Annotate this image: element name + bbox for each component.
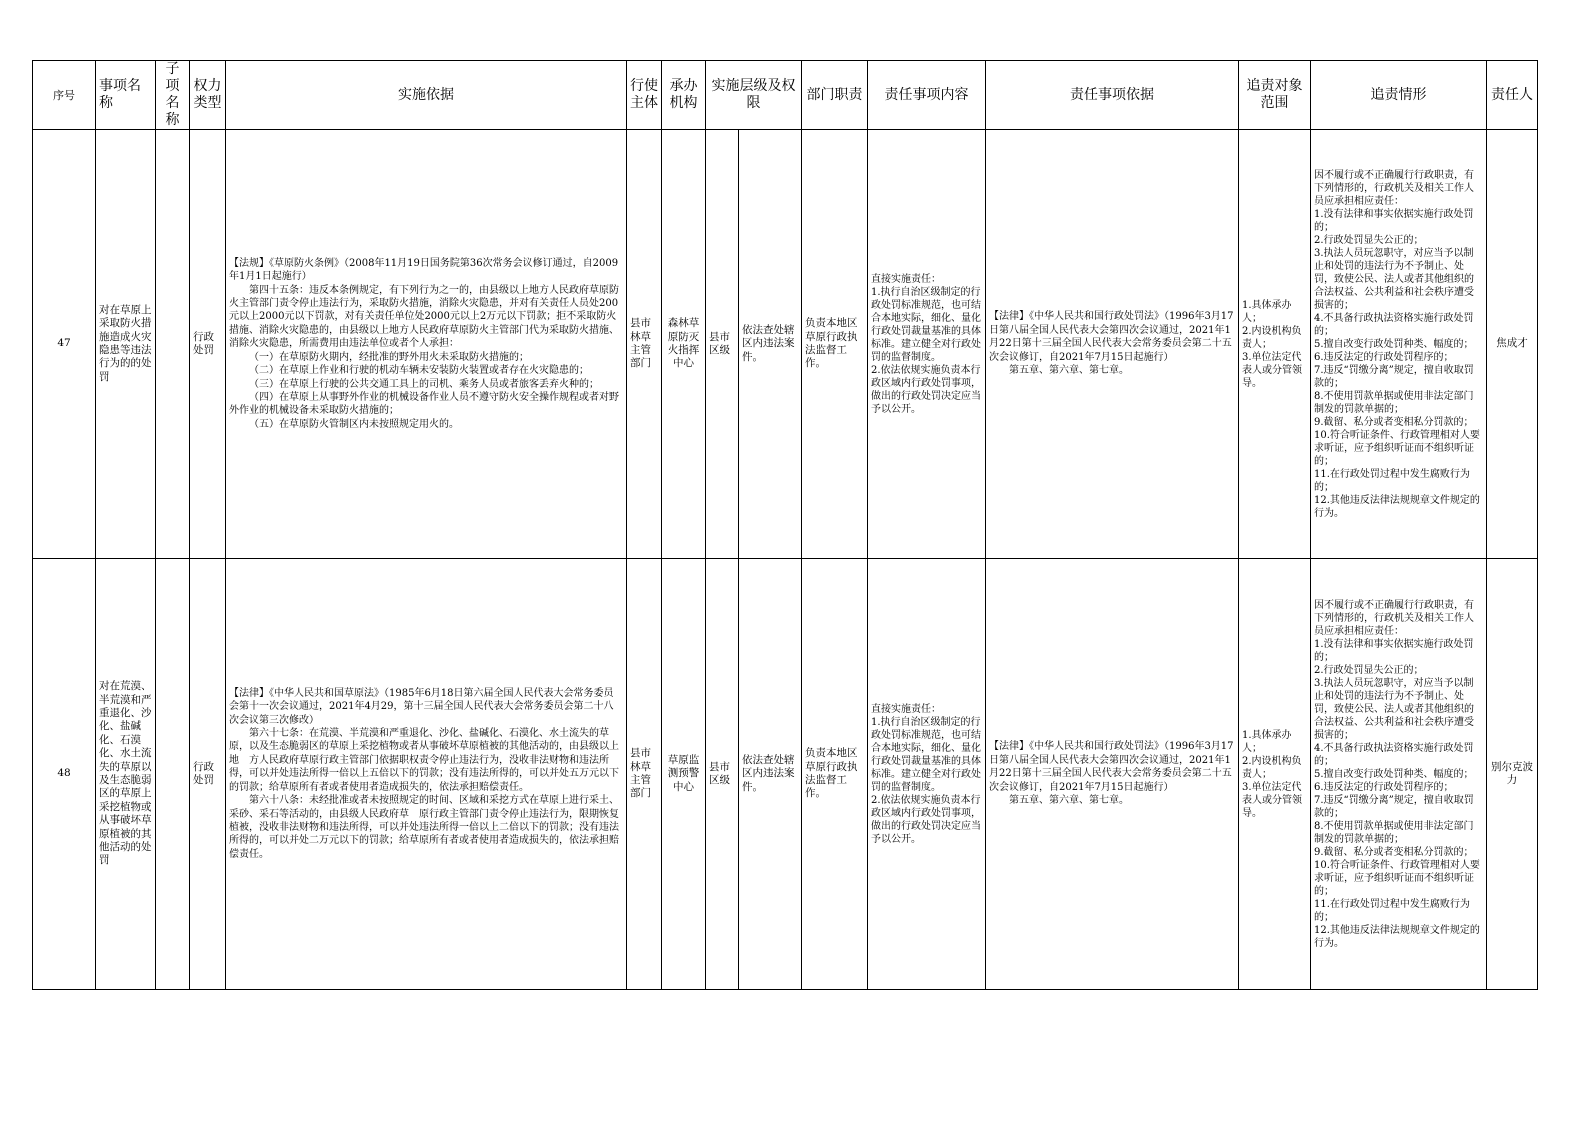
table-row xyxy=(33,559,1538,990)
header-resp-basis: 责任事项依据 xyxy=(986,61,1239,130)
cell-basis xyxy=(226,559,627,990)
basis-line: 【法规】《草原防火条例》（2008年11月19日国务院第36次常务会议修订通过，自2009年1月1日起施行） xyxy=(229,257,619,283)
scope-line: 2.内设机构负责人； xyxy=(1242,325,1302,350)
accountability-table xyxy=(32,60,1538,990)
table-row xyxy=(33,130,1538,559)
cell-undertaker: 草原监测预警中心 xyxy=(662,559,706,990)
cell-power-type: 行政处罚 xyxy=(190,559,226,990)
case-line: 8.不使用罚款单据或使用非法定部门制发的罚款单据的； xyxy=(1314,820,1474,845)
case-line: 2.行政处罚显失公正的； xyxy=(1314,664,1424,676)
case-line: 10.符合听证条件、行政管理相对人要求听证，应予组织听证而不组织听证的； xyxy=(1314,859,1480,897)
cell-seq: 47 xyxy=(33,130,96,559)
scope-line: 2.内设机构负责人； xyxy=(1242,755,1302,780)
cell-subject: 县市林草主管部门 xyxy=(627,130,662,559)
cell-sub-item xyxy=(156,559,190,990)
cell-dept-duty: 负责本地区草原行政执法监督工作。 xyxy=(802,559,868,990)
case-line: 3.执法人员玩忽职守，对应当予以制止和处罚的违法行为不予制止、处罚，致使公民、法人或者其他组织的合法权益、公共利益和社会秩序遭受损害的； xyxy=(1314,247,1474,311)
header-accountable-scope: 追责对象范围 xyxy=(1239,61,1311,130)
header-item-name: 事项名称 xyxy=(96,61,156,130)
resp-basis-line: 第五章、第六章、第七章。 xyxy=(1009,365,1129,377)
cell-level: 县市区级 xyxy=(706,130,739,559)
case-line: 5.擅自改变行政处罚种类、幅度的； xyxy=(1314,768,1474,780)
case-line: 6.违反法定的行政处罚程序的； xyxy=(1314,351,1454,363)
resp-content-line: 直接实施责任： xyxy=(871,273,941,285)
case-line: 8.不使用罚款单据或使用非法定部门制发的罚款单据的； xyxy=(1314,390,1474,415)
case-line: 11.在行政处罚过程中发生腐败行为的； xyxy=(1314,468,1470,493)
header-dept-duty: 部门职责 xyxy=(802,61,868,130)
cell-accountable-scope xyxy=(1239,130,1311,559)
header-power-type: 权力类型 xyxy=(190,61,226,130)
basis-line: 第四十五条：违反本条例规定，有下列行为之一的，由县级以上地方人民政府草原防火主管部门责令停止违法行为，采取防火措施，消除火灾隐患，并对有关责任人员处200元以上2000元以下罚款，对有关责任单位处2000元以上2万元以下罚款；拒不采取防火措施、消除火灾隐患的，由县级以上地方人民政府草原防火主管部门代为采取防火措施、消除火灾隐患，所需费用由违法单位或者个人承担： xyxy=(229,284,619,350)
basis-line: （五）在草原防火管制区内未按照规定用火的。 xyxy=(249,418,459,430)
case-line: 7.违反“罚缴分离”规定，擅自收取罚款的； xyxy=(1314,794,1474,819)
resp-content-line: 1.执行自治区级制定的行政处罚标准规范，也可结合本地实际，细化、量化行政处罚裁量基准的具体标准。建立健全对行政处罚的监督制度。 xyxy=(871,716,981,793)
case-line: 1.没有法律和事实依据实施行政处罚的； xyxy=(1314,638,1474,663)
cell-accountable-scope xyxy=(1239,559,1311,990)
header-row xyxy=(33,61,1538,130)
header-subject: 行使主体 xyxy=(627,61,662,130)
basis-line: 第六十七条：在荒漠、半荒漠和严重退化、沙化、盐碱化、石漠化、水土流失的草原，以及生态脆弱区的草原上采挖植物或者从事破坏草原植被的其他活动的，由县级以上地 方人民政府草原行政主管部门依据职权责令停止违法行为，没收非法财物和违法所得，可以并处违法所得一倍以上五倍以下的罚款；没有违法所得的，可以并处五万元以下的罚款；给草原所有者或者使用者造成损失的，依法承担赔偿责任。 xyxy=(229,728,619,793)
resp-basis-line: 第五章、第六章、第七章。 xyxy=(1009,795,1129,807)
case-line: 3.执法人员玩忽职守，对应当予以制止和处罚的违法行为不予制止、处罚，致使公民、法人或者其他组织的合法权益、公共利益和社会秩序遭受损害的； xyxy=(1314,677,1474,741)
cell-power-type: 行政处罚 xyxy=(190,130,226,559)
basis-line: （一）在草原防火期内，经批准的野外用火未采取防火措施的； xyxy=(249,351,529,363)
basis-line: （二）在草原上作业和行驶的机动车辆未安装防火装置或者存在火灾隐患的； xyxy=(249,365,589,377)
cell-sub-item xyxy=(156,130,190,559)
header-resp-content: 责任事项内容 xyxy=(868,61,986,130)
case-line: 9.截留、私分或者变相私分罚款的； xyxy=(1314,416,1474,428)
case-line: 4.不具备行政执法资格实施行政处罚的； xyxy=(1314,312,1474,337)
scope-line: 1.具体承办人； xyxy=(1242,299,1292,324)
case-line: 因不履行或不正确履行行政职责，有下列情形的，行政机关及相关工作人员应承担相应责任： xyxy=(1314,599,1474,637)
cell-resp-content xyxy=(868,130,986,559)
cell-resp-basis xyxy=(986,130,1239,559)
scope-line: 3.单位法定代表人或分管领导。 xyxy=(1242,351,1302,389)
resp-content-line: 1.执行自治区级制定的行政处罚标准规范，也可结合本地实际，细化、量化行政处罚裁量基准的具体标准。建立健全对行政处罚的监督制度。 xyxy=(871,286,981,363)
header-undertaker: 承办机构 xyxy=(662,61,706,130)
cell-responsible-person: 别尔克波力 xyxy=(1487,559,1538,990)
resp-content-line: 2.依法依规实施负责本行政区域内行政处罚事项，做出的行政处罚决定应当予以公开。 xyxy=(871,364,981,415)
case-line: 12.其他违反法律法规规章文件规定的行为。 xyxy=(1314,924,1480,949)
case-line: 9.截留、私分或者变相私分罚款的； xyxy=(1314,846,1474,858)
cell-resp-content xyxy=(868,559,986,990)
basis-line: （四）在草原上从事野外作业的机械设备作业人员不遵守防火安全操作规程或者对野外作业的机械设备未采取防火措施的； xyxy=(229,391,619,417)
resp-content-line: 直接实施责任： xyxy=(871,703,941,715)
case-line: 7.违反“罚缴分离”规定，擅自收取罚款的； xyxy=(1314,364,1474,389)
resp-basis-line: 【法律】《中华人民共和国行政处罚法》（1996年3月17日第八届全国人民代表大会第四次会议通过，2021年1月22日第十三届全国人民代表大会常务委员会第二十五次会议修订，自2021年7月15日起施行） xyxy=(989,741,1234,793)
cell-accountable-cases xyxy=(1311,130,1487,559)
header-seq: 序号 xyxy=(33,61,96,130)
basis-line: 第六十八条：未经批准或者未按照规定的时间、区域和采挖方式在草原上进行采土、采砂、采石等活动的，由县级人民政府草 原行政主管部门责令停止违法行为，限期恢复植被，没收非法财物和违法所得，可以并处违法所得一倍以上二倍以下的罚款；没有违法所得的，可以并处二万元以下的罚款；给草原所有者或者使用者造成损失的，依法承担赔偿责任。 xyxy=(229,795,619,860)
scope-line: 1.具体承办人； xyxy=(1242,729,1292,754)
resp-content-line: 2.依法依规实施负责本行政区域内行政处罚事项，做出的行政处罚决定应当予以公开。 xyxy=(871,794,981,845)
case-line: 4.不具备行政执法资格实施行政处罚的； xyxy=(1314,742,1474,767)
cell-item-name: 对在荒漠、半荒漠和严重退化、沙化、盐碱化、石漠化、水土流失的草原以及生态脆弱区的草原上采挖植物或从事破坏草原植被的其他活动的处罚 xyxy=(96,559,156,990)
basis-line: （三）在草原上行驶的公共交通工具上的司机、乘务人员或者旅客丢弃火种的； xyxy=(249,378,599,390)
header-accountable-cases: 追责情形 xyxy=(1311,61,1487,130)
case-line: 5.擅自改变行政处罚种类、幅度的； xyxy=(1314,338,1474,350)
header-basis: 实施依据 xyxy=(226,61,627,130)
case-line: 因不履行或不正确履行行政职责，有下列情形的，行政机关及相关工作人员应承担相应责任： xyxy=(1314,169,1474,207)
case-line: 12.其他违反法律法规规章文件规定的行为。 xyxy=(1314,494,1480,519)
cell-undertaker: 森林草原防灭火指挥中心 xyxy=(662,130,706,559)
cell-authority: 依法查处辖区内违法案件。 xyxy=(739,559,802,990)
cell-subject: 县市林草主管部门 xyxy=(627,559,662,990)
cell-dept-duty: 负责本地区草原行政执法监督工作。 xyxy=(802,130,868,559)
header-level: 实施层级及权限 xyxy=(706,61,802,130)
cell-basis xyxy=(226,130,627,559)
scope-line: 3.单位法定代表人或分管领导。 xyxy=(1242,781,1302,819)
case-line: 1.没有法律和事实依据实施行政处罚的； xyxy=(1314,208,1474,233)
cell-accountable-cases xyxy=(1311,559,1487,990)
cell-responsible-person: 焦成才 xyxy=(1487,130,1538,559)
cell-seq: 48 xyxy=(33,559,96,990)
case-line: 11.在行政处罚过程中发生腐败行为的； xyxy=(1314,898,1470,923)
cell-level: 县市区级 xyxy=(706,559,739,990)
cell-item-name: 对在草原上采取防火措施造成火灾隐患等违法行为的的处罚 xyxy=(96,130,156,559)
header-sub-item: 子项名称 xyxy=(156,61,190,130)
case-line: 2.行政处罚显失公正的； xyxy=(1314,234,1424,246)
resp-basis-line: 【法律】《中华人民共和国行政处罚法》（1996年3月17日第八届全国人民代表大会第四次会议通过，2021年1月22日第十三届全国人民代表大会常务委员会第二十五次会议修订，自2021年7月15日起施行） xyxy=(989,311,1234,363)
header-responsible-person: 责任人 xyxy=(1487,61,1538,130)
basis-line: 【法律】《中华人民共和国草原法》（1985年6月18日第六届全国人民代表大会常务委员会第十一次会议通过，2021年4月29，第十三届全国人民代表大会常务委员会第二十八次会议第三次修改） xyxy=(229,687,614,726)
case-line: 6.违反法定的行政处罚程序的； xyxy=(1314,781,1454,793)
cell-authority: 依法查处辖区内违法案件。 xyxy=(739,130,802,559)
cell-resp-basis xyxy=(986,559,1239,990)
case-line: 10.符合听证条件、行政管理相对人要求听证，应予组织听证而不组织听证的； xyxy=(1314,429,1480,467)
